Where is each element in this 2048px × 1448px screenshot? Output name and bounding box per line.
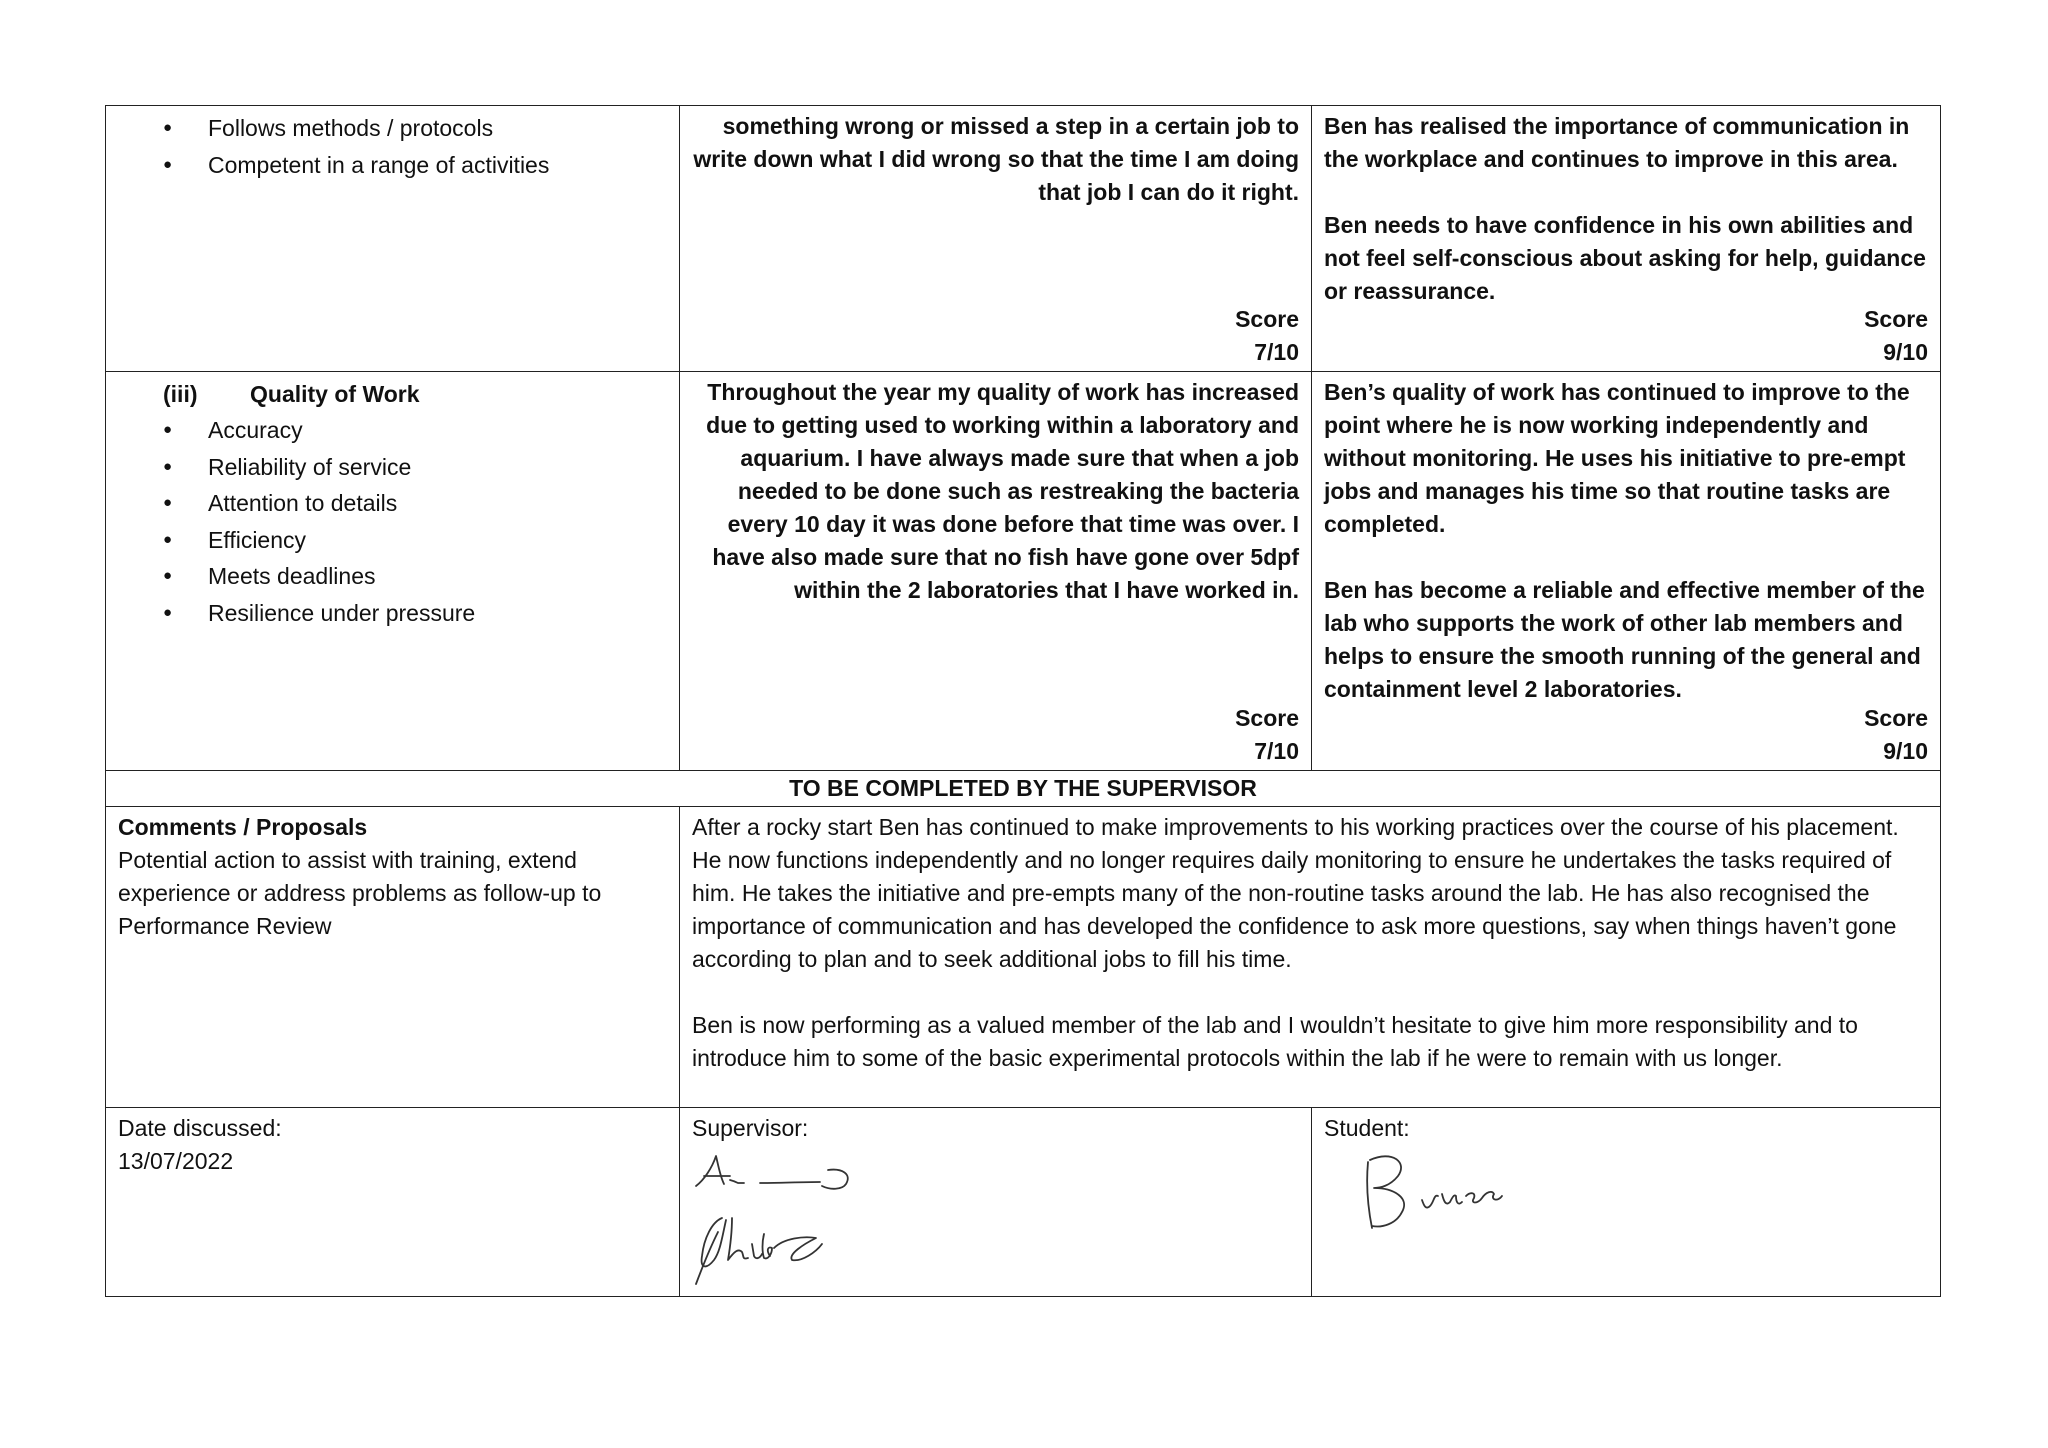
score-label: Score xyxy=(1235,306,1299,332)
student-comment-cell xyxy=(680,106,1312,372)
criteria-cell xyxy=(106,372,680,771)
list-item: ● Attention to details xyxy=(163,485,667,522)
supervisor-comment-cell xyxy=(1312,106,1941,372)
date-cell xyxy=(106,1108,680,1297)
section-number: (iii) xyxy=(163,381,198,407)
comments-label: Comments / Proposals xyxy=(118,814,368,840)
criteria-cell xyxy=(106,106,680,372)
comments-paragraph: After a rocky start Ben has continued to make improvements to his working practices over the course of his placement. He now functions independently and no longer requires daily monitoring to ensure he undertakes the tasks required of him. He takes the initiative and pre-empts many of the non-routine tasks around the lab. He has also recognised the importance of communication and has developed the confidence to ask more questions, say when things haven’t gone according to plan and to seek additional jobs to fill his time. xyxy=(692,814,1899,972)
score-label: Score xyxy=(1864,705,1928,731)
table-row xyxy=(106,106,1941,372)
student-comment-cell xyxy=(680,372,1312,771)
score-value: 7/10 xyxy=(1254,738,1299,764)
supervisor-comment: Ben has realised the importance of communication in the workplace and continues to improve in this area. xyxy=(1324,113,1910,172)
review-form-page xyxy=(105,105,1940,1297)
performance-review-table xyxy=(105,105,1941,1297)
student-score xyxy=(1235,303,1299,369)
supervisor-score xyxy=(1864,303,1928,369)
score-label: Score xyxy=(1864,306,1928,332)
supervisor-signature-1 xyxy=(690,1150,860,1209)
supervisor-comment: Ben needs to have confidence in his own abilities and not feel self-conscious about asking for help, guidance or reassurance. xyxy=(1324,212,1926,304)
student-signature-cell xyxy=(1312,1108,1941,1297)
supervisor-signature-cell xyxy=(680,1108,1312,1297)
comments-text-cell xyxy=(680,807,1941,1108)
table-row xyxy=(106,1108,1941,1297)
comments-label-cell xyxy=(106,807,680,1108)
supervisor-signature-2 xyxy=(692,1208,862,1297)
supervisor-section-title: TO BE COMPLETED BY THE SUPERVISOR xyxy=(106,771,1941,807)
criteria-list xyxy=(118,412,667,631)
list-item: ● Resilience under pressure xyxy=(163,595,667,632)
score-value: 7/10 xyxy=(1254,339,1299,365)
student-signature xyxy=(1352,1148,1532,1247)
supervisor-comment-cell xyxy=(1312,372,1941,771)
section-title: Quality of Work xyxy=(250,381,420,407)
section-heading xyxy=(118,376,667,412)
supervisor-comment: Ben has become a reliable and effective member of the lab who supports the work of other lab members and helps to ensure the smooth running of the general and containment level 2 laboratories. xyxy=(1324,577,1925,702)
list-item: ● Efficiency xyxy=(163,522,667,559)
table-row xyxy=(106,807,1941,1108)
score-value: 9/10 xyxy=(1883,738,1928,764)
list-item: ● Reliability of service xyxy=(163,449,667,486)
comments-paragraph: Ben is now performing as a valued member of the lab and I wouldn’t hesitate to give him more responsibility and to introduce him to some of the basic experimental protocols within the lab if he were to remain with us longer. xyxy=(692,1012,1858,1071)
table-row xyxy=(106,372,1941,771)
list-item: ● Competent in a range of activities xyxy=(163,147,667,184)
supervisor-comment: Ben’s quality of work has continued to improve to the point where he is now working independently and without monitoring. He uses his initiative to pre-empt jobs and manages his time so that routine tasks are completed. xyxy=(1324,379,1910,537)
student-comment: Throughout the year my quality of work has increased due to getting used to working within a laboratory and aquarium. I have always made sure that when a job needed to be done such as restreaking the bacteria every 10 day it was done before that time was over. I have also made sure that no fish have gone over 5dpf within the 2 laboratories that I have worked in. xyxy=(706,379,1299,603)
student-comment: something wrong or missed a step in a certain job to write down what I did wrong so that the time I am doing that job I can do it right. xyxy=(693,113,1299,205)
list-item: ● Accuracy xyxy=(163,412,667,449)
supervisor-label: Supervisor: xyxy=(692,1115,809,1141)
table-row xyxy=(106,771,1941,807)
score-label: Score xyxy=(1235,705,1299,731)
list-item: ● Meets deadlines xyxy=(163,558,667,595)
date-label: Date discussed: xyxy=(118,1115,282,1141)
criteria-list xyxy=(118,110,667,183)
score-value: 9/10 xyxy=(1883,339,1928,365)
comments-description: Potential action to assist with training, extend experience or address problems as follow-up to Performance Review xyxy=(118,847,602,939)
supervisor-score xyxy=(1864,702,1928,768)
date-value: 13/07/2022 xyxy=(118,1148,234,1174)
student-score xyxy=(1235,702,1299,768)
student-label: Student: xyxy=(1324,1115,1410,1141)
list-item: ● Follows methods / protocols xyxy=(163,110,667,147)
